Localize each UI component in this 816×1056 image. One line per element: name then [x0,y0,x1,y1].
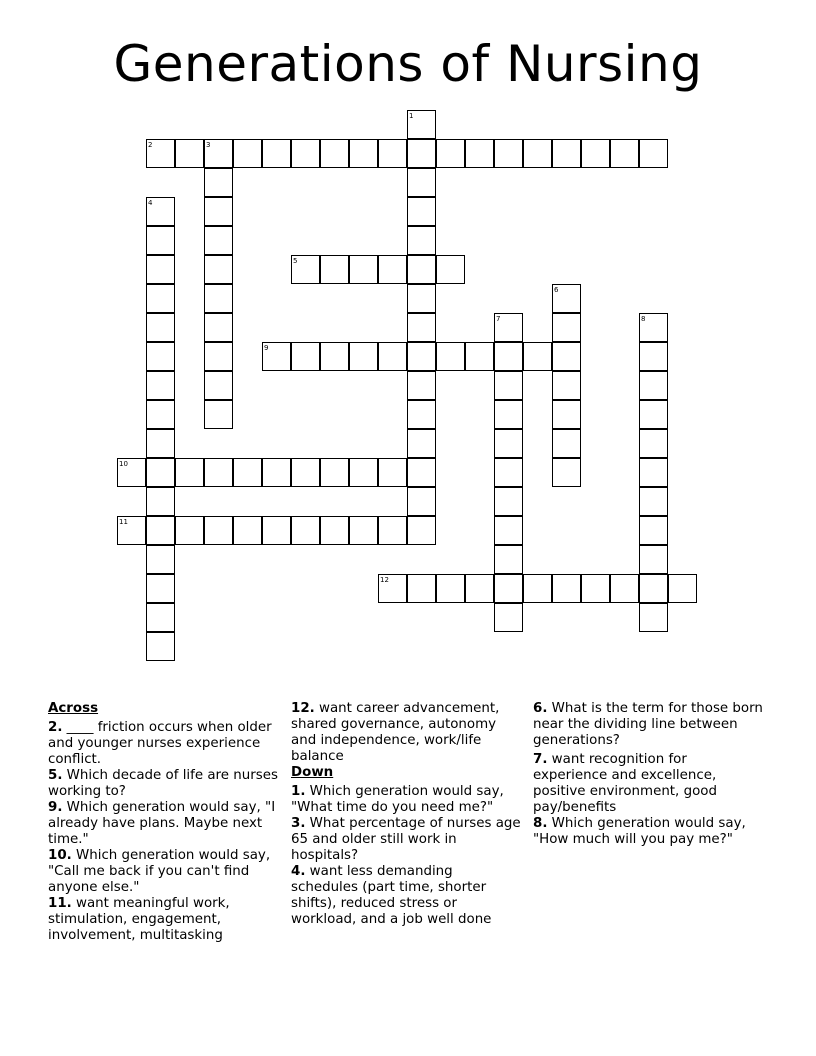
grid-cell[interactable] [639,603,668,632]
grid-cell[interactable] [552,458,581,487]
grid-cell[interactable] [436,255,465,284]
grid-cell[interactable] [146,313,175,342]
grid-cell[interactable] [610,574,639,603]
cell-number: 4 [148,199,153,207]
grid-cell[interactable] [552,574,581,603]
grid-cell[interactable] [407,371,436,400]
grid-cell[interactable] [204,284,233,313]
grid-cell[interactable] [465,342,494,371]
clue-down-4 [291,864,523,928]
grid-cell[interactable] [204,255,233,284]
cell-number: 6 [554,286,559,294]
grid-cell[interactable] [146,516,175,545]
grid-cell[interactable] [407,197,436,226]
grid-cell[interactable] [349,458,378,487]
grid-cell[interactable] [552,429,581,458]
clue-text: Which decade of life are nurses working to? [48,768,278,799]
grid-cell[interactable] [175,139,204,168]
grid-cell[interactable] [639,400,668,429]
cell-number: 10 [119,460,128,468]
clue-text: ____ friction occurs when older and younger nurses experience conflict. [48,720,272,767]
grid-cell[interactable] [175,516,204,545]
clue-number: 4. [291,864,306,879]
clue-down-8 [533,816,765,848]
grid-cell[interactable] [581,139,610,168]
clue-across-11 [48,896,278,944]
grid-cell[interactable] [494,371,523,400]
grid-cell[interactable] [233,458,262,487]
grid-cell[interactable] [436,574,465,603]
clue-text: Which generation would say, "How much will you pay me?" [533,816,746,847]
clue-text: want meaningful work, stimulation, engagement, involvement, multitasking [48,896,230,943]
grid-cell[interactable] [407,574,436,603]
clue-down-6 [533,701,765,749]
clue-number: 5. [48,768,63,783]
puzzle-title: Generations of Nursing [113,35,703,93]
grid-cell[interactable] [668,574,697,603]
grid-cell[interactable] [494,545,523,574]
cell-number: 12 [380,576,389,584]
grid-cell[interactable] [233,139,262,168]
grid-cell[interactable] [204,226,233,255]
grid-cell[interactable] [378,255,407,284]
grid-cell[interactable] [639,487,668,516]
grid-cell[interactable] [262,458,291,487]
grid-cell[interactable] [407,487,436,516]
grid-cell[interactable] [204,168,233,197]
grid-cell[interactable] [494,458,523,487]
grid-cell[interactable] [465,139,494,168]
clue-number: 12. [291,701,315,716]
clue-text: want career advancement, shared governance, autonomy and independence, work/life balance [291,701,500,764]
grid-cell[interactable] [146,429,175,458]
clue-column-2 [291,701,523,928]
grid-cell[interactable] [407,458,436,487]
grid-cell[interactable] [204,197,233,226]
grid-cell[interactable] [407,255,436,284]
grid-cell[interactable] [494,603,523,632]
clue-number: 2. [48,720,63,735]
clue-number: 8. [533,816,548,831]
clue-column-1 [48,701,278,944]
grid-cell[interactable] [146,487,175,516]
clue-number: 10. [48,848,72,863]
clue-text: Which generation would say, "What time do you need me?" [291,784,504,815]
grid-cell[interactable] [552,342,581,371]
grid-cell[interactable] [146,255,175,284]
grid-cell[interactable] [552,313,581,342]
grid-cell[interactable] [407,342,436,371]
grid-cell[interactable] [436,139,465,168]
grid-cell[interactable] [262,139,291,168]
grid-cell[interactable] [581,574,610,603]
grid-cell[interactable] [146,574,175,603]
grid-cell[interactable] [494,400,523,429]
clue-across-9 [48,800,278,848]
clue-number: 9. [48,800,63,815]
grid-cell[interactable] [146,284,175,313]
grid-cell[interactable] [378,458,407,487]
grid-cell[interactable] [291,139,320,168]
grid-cell[interactable] [291,342,320,371]
grid-cell[interactable] [407,400,436,429]
clue-text: What is the term for those born near the dividing line between generations? [533,701,763,748]
grid-cell[interactable] [349,139,378,168]
grid-cell[interactable] [552,139,581,168]
cell-number: 7 [496,315,501,323]
grid-cell[interactable] [407,516,436,545]
clue-down-1 [291,784,523,816]
clue-across-5 [48,768,278,800]
grid-cell[interactable] [639,342,668,371]
grid-cell[interactable] [320,458,349,487]
grid-cell[interactable] [465,574,494,603]
across-heading: Across [48,701,99,716]
cell-number: 11 [119,518,128,526]
grid-cell[interactable] [407,139,436,168]
grid-cell[interactable] [204,371,233,400]
clue-across-2 [48,720,278,768]
grid-cell[interactable] [146,545,175,574]
grid-cell[interactable] [523,342,552,371]
grid-cell[interactable] [378,342,407,371]
grid-cell[interactable] [233,516,262,545]
grid-cell[interactable] [291,516,320,545]
grid-cell[interactable] [494,139,523,168]
grid-cell[interactable] [639,516,668,545]
grid-cell[interactable] [494,574,523,603]
cell-number: 8 [641,315,646,323]
grid-cell[interactable] [146,226,175,255]
clue-column-3 [533,701,765,848]
grid-cell[interactable] [639,371,668,400]
clue-across-12 [291,701,523,765]
grid-cell[interactable] [262,516,291,545]
grid-cell[interactable] [494,342,523,371]
down-heading: Down [291,765,334,780]
grid-cell[interactable] [639,139,668,168]
grid-cell[interactable] [523,139,552,168]
grid-cell[interactable] [291,458,320,487]
clue-number: 6. [533,701,548,716]
clue-text: want recognition for experience and excellence, positive environment, good pay/benefits [533,752,717,815]
grid-cell[interactable] [146,603,175,632]
clue-down-7 [533,752,765,816]
grid-cell[interactable] [378,139,407,168]
grid-cell[interactable] [320,516,349,545]
clue-text: want less demanding schedules (part time, shorter shifts), reduced stress or workload, and a job well done [291,864,492,927]
clue-across-10 [48,848,278,896]
clue-number: 11. [48,896,72,911]
grid-cell[interactable] [204,400,233,429]
grid-cell[interactable] [436,342,465,371]
grid-cell[interactable] [320,139,349,168]
grid-cell[interactable] [349,342,378,371]
grid-cell[interactable] [494,516,523,545]
cell-number: 9 [264,344,269,352]
grid-cell[interactable] [146,342,175,371]
grid-cell[interactable] [320,342,349,371]
grid-cell[interactable] [146,458,175,487]
grid-cell[interactable] [407,313,436,342]
grid-cell[interactable] [639,574,668,603]
grid-cell[interactable] [146,371,175,400]
grid-cell[interactable] [523,574,552,603]
clue-number: 7. [533,752,548,767]
grid-cell[interactable] [204,342,233,371]
grid-cell[interactable] [407,284,436,313]
grid-cell[interactable] [349,255,378,284]
grid-cell[interactable] [204,313,233,342]
clue-text: Which generation would say, "Call me back if you can't find anyone else." [48,848,271,895]
grid-cell[interactable] [639,429,668,458]
grid-cell[interactable] [610,139,639,168]
clue-text: Which generation would say, "I already have plans. Maybe next time." [48,800,276,847]
cell-number: 1 [409,112,414,120]
grid-cell[interactable] [407,168,436,197]
cell-number: 3 [206,141,211,149]
grid-cell[interactable] [146,400,175,429]
grid-cell[interactable] [552,371,581,400]
grid-cell[interactable] [494,429,523,458]
grid-cell[interactable] [204,458,233,487]
grid-cell[interactable] [349,516,378,545]
grid-cell[interactable] [407,429,436,458]
grid-cell[interactable] [320,255,349,284]
grid-cell[interactable] [204,516,233,545]
cell-number: 5 [293,257,298,265]
grid-cell[interactable] [552,400,581,429]
cell-number: 2 [148,141,153,149]
clue-number: 1. [291,784,306,799]
clue-text: What percentage of nurses age 65 and older still work in hospitals? [291,816,521,863]
grid-cell[interactable] [175,458,204,487]
grid-cell[interactable] [378,516,407,545]
clue-down-3 [291,816,523,864]
grid-cell[interactable] [407,226,436,255]
grid-cell[interactable] [639,458,668,487]
grid-cell[interactable] [146,632,175,661]
clue-number: 3. [291,816,306,831]
grid-cell[interactable] [639,545,668,574]
grid-cell[interactable] [494,487,523,516]
